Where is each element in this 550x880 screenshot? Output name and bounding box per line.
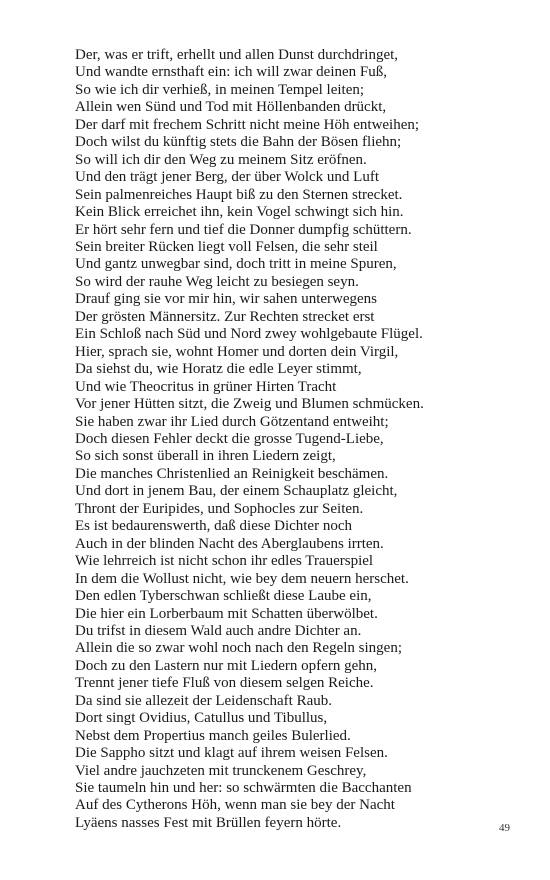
- poem-line: Doch diesen Fehler deckt die grosse Tugend-Liebe,: [75, 430, 384, 447]
- poem-line: Da sind sie allezeit der Leidenschaft Raub.: [75, 692, 332, 709]
- poem-line: Dort singt Ovidius, Catullus und Tibullus,: [75, 710, 328, 727]
- poem-line: Auf des Cytherons Höh, wenn man sie bey der Nacht: [75, 797, 395, 814]
- poem-line: Er hört sehr fern und tief die Donner dumpfig schüttern.: [75, 221, 412, 238]
- poem-line: So sich sonst überall in ihren Liedern zeigt,: [75, 448, 336, 465]
- poem-line: Allein die so zwar wohl noch nach den Regeln singen;: [75, 640, 402, 657]
- poem-line: Sein breiter Rücken liegt voll Felsen, die sehr steil: [75, 238, 378, 255]
- poem-line: Viel andre jauchzeten mit trunckenem Geschrey,: [75, 762, 367, 779]
- poem-line: So wird der rauhe Weg leicht zu besiegen seyn.: [75, 273, 359, 290]
- poem-line: Da siehst du, wie Horatz die edle Leyer stimmt,: [75, 361, 362, 378]
- poem-line: Doch wilst du künftig stets die Bahn der Bösen fliehn;: [75, 134, 402, 151]
- poem-line: Doch zu den Lastern nur mit Liedern opfern gehn,: [75, 657, 377, 674]
- poem-line: Vor jener Hütten sitzt, die Zweig und Blumen schmücken.: [75, 396, 424, 413]
- poem-line: Der, was er trift, erhellt und allen Dunst durchdringet,: [75, 47, 399, 63]
- poem-line: Lyäens nasses Fest mit Brüllen feyern hörte.: [75, 814, 342, 831]
- poem-line: Die Sappho sitzt und klagt auf ihrem weisen Felsen.: [75, 745, 388, 762]
- poem-line: Kein Blick erreichet ihn, kein Vogel schwingt sich hin.: [75, 204, 404, 221]
- page-number: 49: [499, 822, 510, 834]
- poem-line: Den edlen Tyberschwan schließt diese Laube ein,: [75, 588, 372, 605]
- poem-line: Und gantz unwegbar sind, doch tritt in meine Spuren,: [75, 256, 397, 273]
- poem-text: [75, 47, 424, 832]
- poem-line: Die manches Christenlied an Reinigkeit beschämen.: [75, 465, 389, 482]
- poem-line: Allein wen Sünd und Tod mit Höllenbanden drückt,: [75, 99, 387, 116]
- poem-line: So will ich dir den Weg zu meinem Sitz eröfnen.: [75, 151, 367, 168]
- poem-line: Die hier ein Lorberbaum mit Schatten überwölbet.: [75, 605, 378, 622]
- poem-line: Wie lehrreich ist nicht schon ihr edles Trauerspiel: [75, 553, 374, 570]
- poem-line: Und wandte ernsthaft ein: ich will zwar deinen Fuß,: [75, 64, 387, 81]
- poem-line: Und wie Theocritus in grüner Hirten Tracht: [75, 378, 337, 395]
- poem-line: Sein palmenreiches Haupt biß zu den Sternen strecket.: [75, 186, 403, 203]
- poem-line: Sie taumeln hin und her: so schwärmten die Bacchanten: [75, 780, 412, 797]
- poem-line: Und den trägt jener Berg, der über Wolck und Luft: [75, 169, 379, 186]
- poem-line: Nebst dem Propertius manch geiles Bulerlied.: [75, 727, 351, 744]
- poem-line: Auch in der blinden Nacht des Aberglaubens irrten.: [75, 535, 384, 552]
- poem-line: Und dort in jenem Bau, der einem Schauplatz gleicht,: [75, 483, 398, 500]
- poem-line: Der darf mit frechem Schritt nicht meine Höh entweihen;: [75, 116, 420, 133]
- poem-line: Trennt jener tiefe Fluß von diesem selgen Reiche.: [75, 675, 374, 692]
- poem-line: Der grösten Männersitz. Zur Rechten strecket erst: [75, 308, 375, 325]
- poem-line: Sie haben zwar ihr Lied durch Götzentand entweiht;: [75, 413, 389, 430]
- poem-line: Drauf ging sie vor mir hin, wir sahen unterwegens: [75, 291, 378, 308]
- poem-line: So wie ich dir verhieß, in meinen Tempel leiten;: [75, 81, 365, 98]
- poem-line: Hier, sprach sie, wohnt Homer und dorten dein Virgil,: [75, 343, 399, 360]
- poem-line: In dem die Wollust nicht, wie bey dem neuern herschet.: [75, 570, 409, 587]
- poem-line: Ein Schloß nach Süd und Nord zwey wohlgebaute Flügel.: [75, 326, 423, 343]
- poem-line: Du trifst in diesem Wald auch andre Dichter an.: [75, 622, 362, 639]
- poem-line: Thront der Euripides, und Sophocles zur Seiten.: [75, 500, 364, 517]
- poem-line: Es ist bedaurenswerth, daß diese Dichter noch: [75, 518, 352, 535]
